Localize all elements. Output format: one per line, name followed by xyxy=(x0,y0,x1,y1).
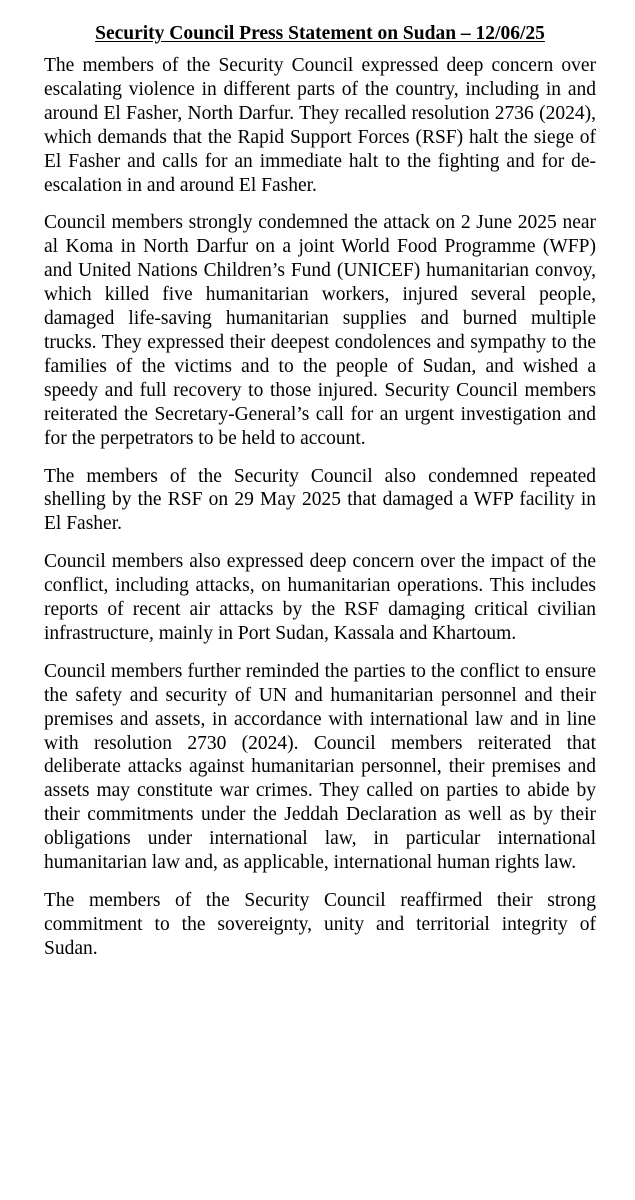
paragraph-personnel-safety: Council members further reminded the parties to the conflict to ensure the safety and security of UN and humanitarian personnel and their premises and assets, in accordance with international law and in line with resolution 2730 (2024). Council members reiterated that deliberate attacks against humanitarian personnel, their premises and assets may constitute war crimes. They called on parties to abide by their commitments under the Jeddah Declaration as well as by their obligations under international law, in particular international humanitarian law and, as applicable, international human rights law. xyxy=(44,660,596,874)
paragraph-wfp-facility-shelling: The members of the Security Council also condemned repeated shelling by the RSF on 29 May 2025 that damaged a WFP facility in El Fasher. xyxy=(44,465,596,535)
paragraph-humanitarian-operations: Council members also expressed deep concern over the impact of the conflict, including attacks, on humanitarian operations. This includes reports of recent air attacks by the RSF damaging critical civilian infrastructure, mainly in Port Sudan, Kassala and Khartoum. xyxy=(44,551,596,644)
statement-title: Security Council Press Statement on Sudan – 12/06/25 xyxy=(95,23,545,44)
paragraph-concern-el-fasher: The members of the Security Council expressed deep concern over escalating violence in different parts of the country, including in and around El Fasher, North Darfur. They recalled resolution 2736 (2024), which demands that the Rapid Support Forces (RSF) halt the siege of El Fasher and calls for an immediate halt to the fighting and for de-escalation in and around El Fasher. xyxy=(44,55,596,196)
paragraph-sovereignty: The members of the Security Council reaffirmed their strong commitment to the sovereignty, unity and territorial integrity of Sudan. xyxy=(44,890,596,959)
paragraph-convoy-attack: Council members strongly condemned the attack on 2 June 2025 near al Koma in North Darfur on a joint World Food Programme (WFP) and United Nations Children’s Fund (UNICEF) humanitarian convoy, which killed five humanitarian workers, injured several people, damaged life-saving humanitarian supplies and burned multiple trucks. They expressed their deepest condolences and sympathy to the families of the victims and to the people of Sudan, and wished a speedy and full recovery to those injured. Security Council members reiterated the Secretary-General’s call for an urgent investigation and for the perpetrators to be held to account. xyxy=(44,212,596,449)
